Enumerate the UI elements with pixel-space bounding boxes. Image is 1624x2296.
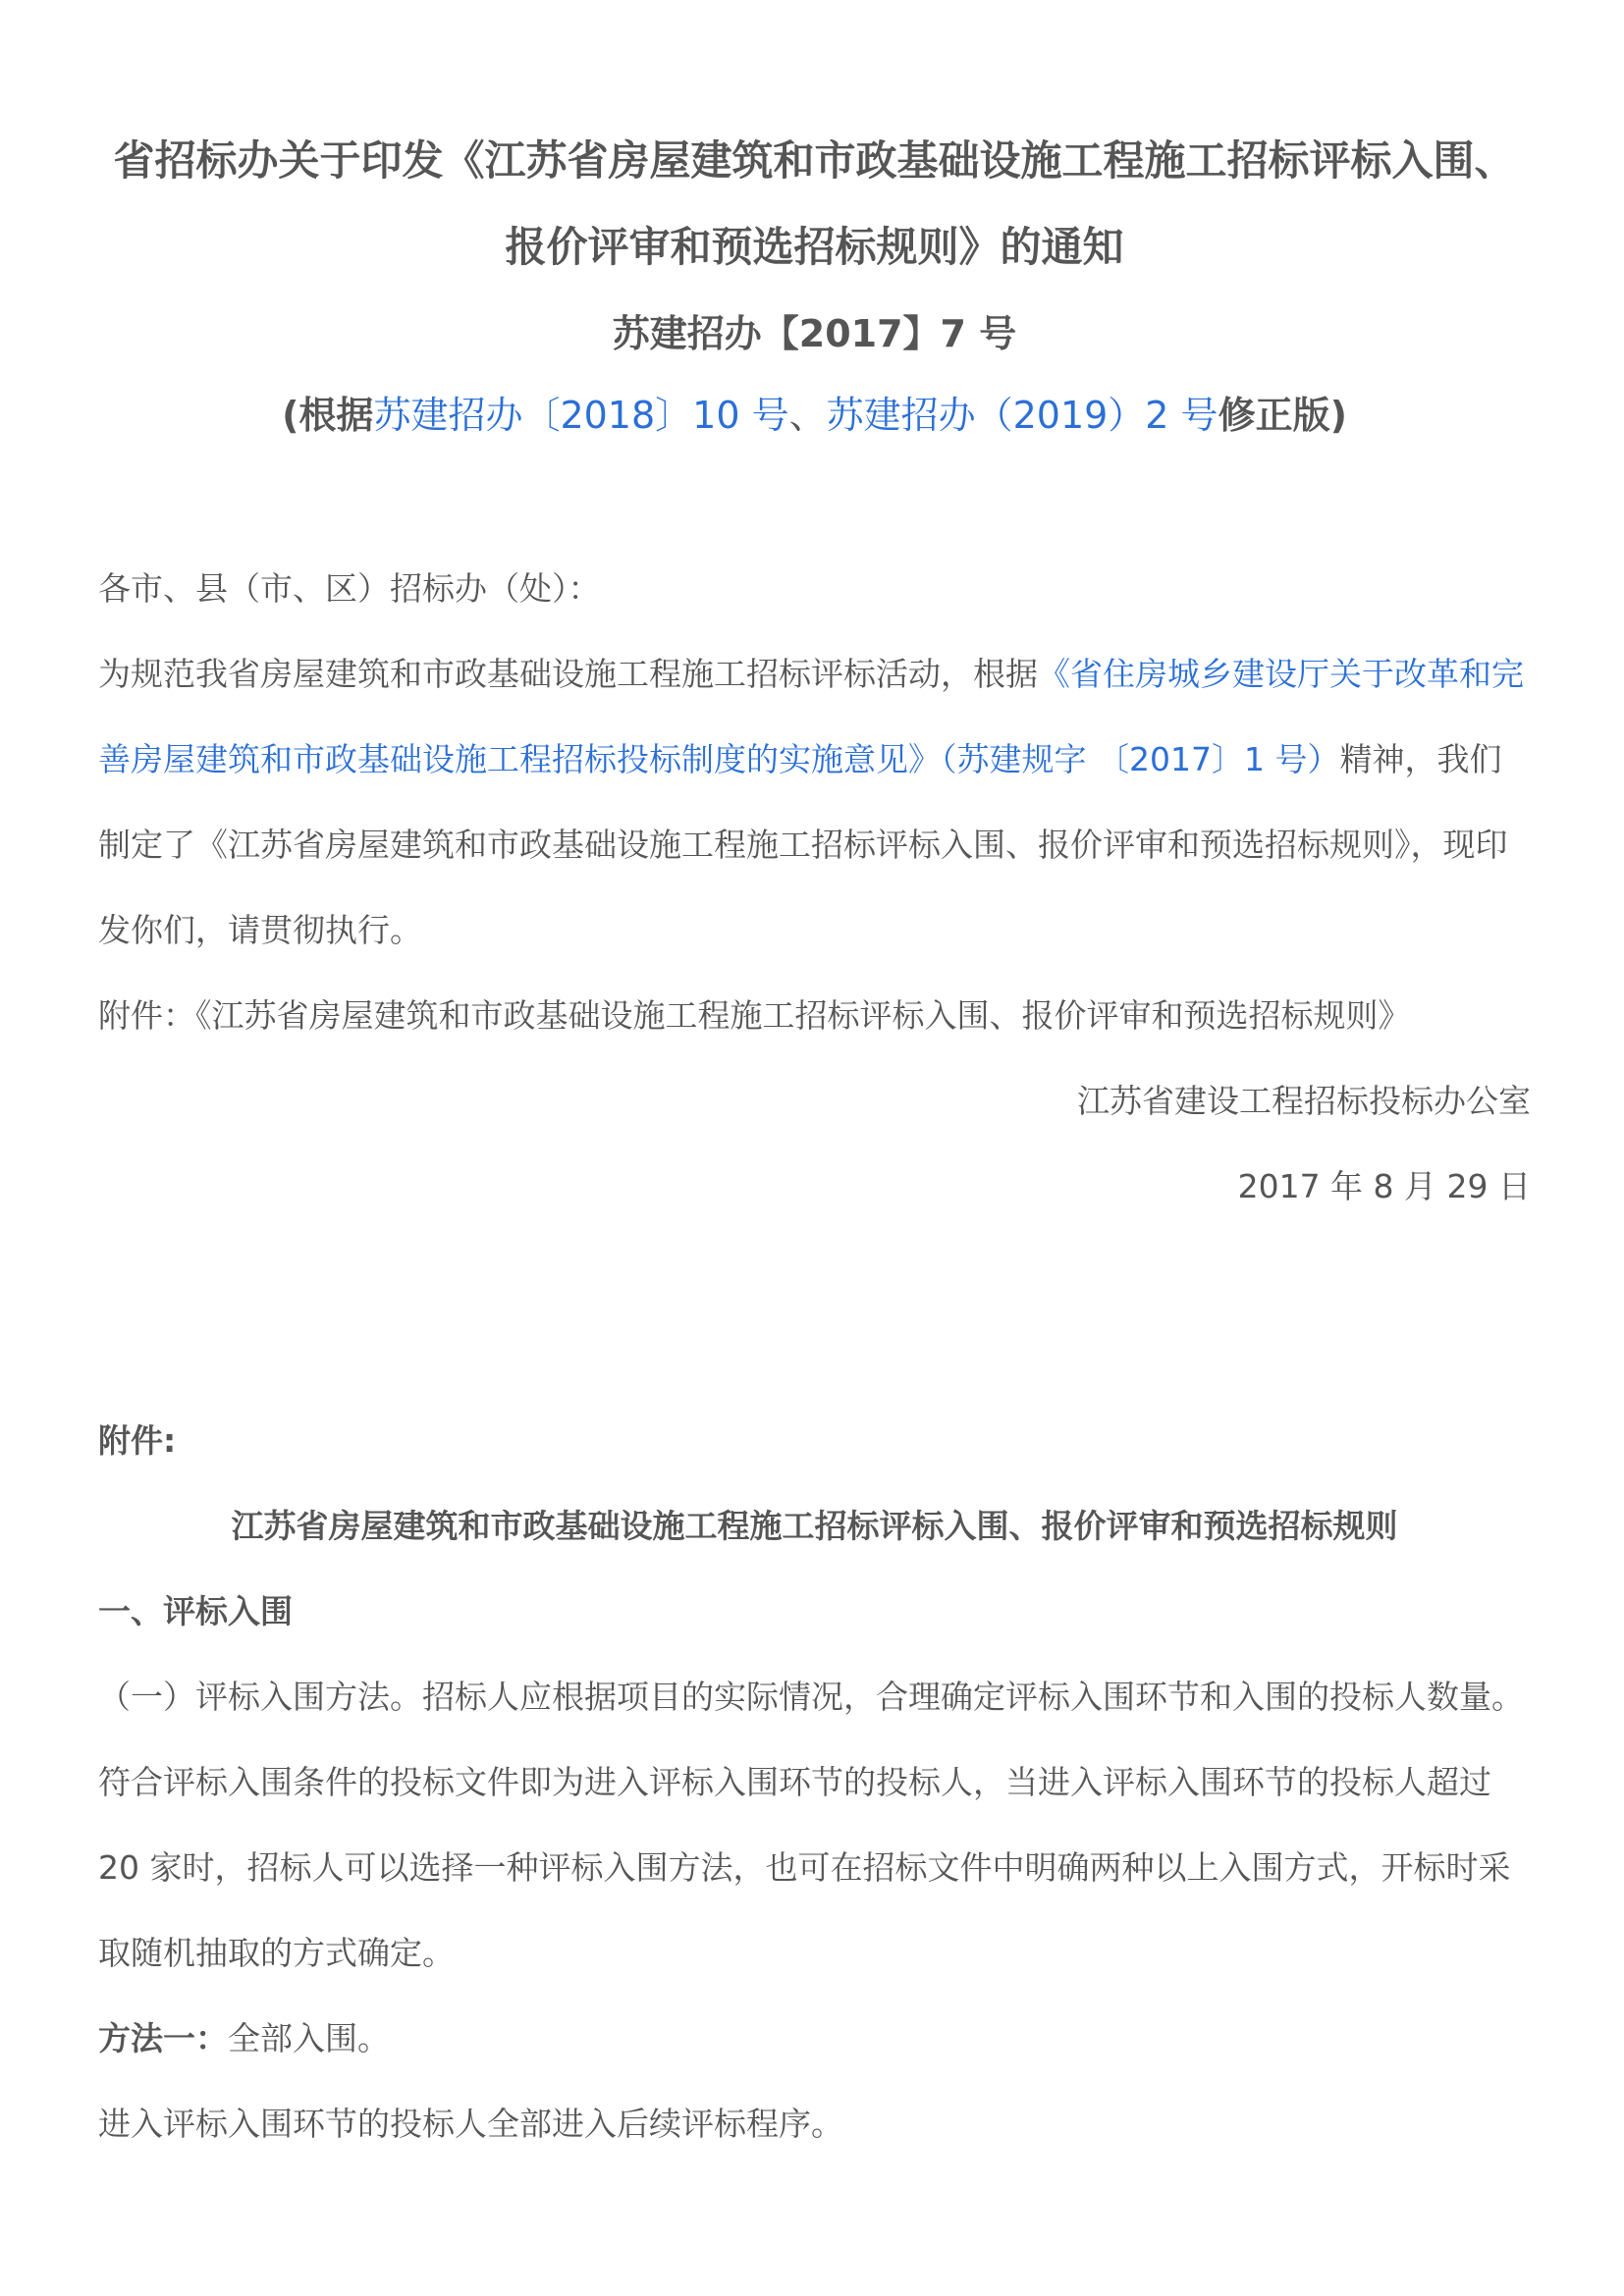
policy-link[interactable]: 《省住房城乡建设厅关于改革和完善房屋建筑和市政基础设施工程招标投标制度的实施意见》（苏建规字 〔2017〕1 号） [98,655,1524,778]
revision-link-2019[interactable]: 苏建招办（2019）2 号 [826,394,1218,437]
attachment-line: 附件：《江苏省房屋建筑和市政基础设施工程施工招标评标入围、报价评审和预选招标规则》 [98,996,1411,1035]
intro-text-after: 精神，我们制定了《江苏省房屋建筑和市政基础设施工程施工招标评标入围、报价评审和预选招标规则》，现印发你们，请贯彻执行。 [98,740,1508,949]
section-heading: 一、评标入围 [98,1592,293,1630]
method-one-description: 进入评标入围环节的投标人全部进入后续评标程序。 [98,2105,843,2143]
intro-paragraph [98,631,1531,973]
revision-separator: 、 [788,394,827,437]
method-one-label: 方法一： [98,2019,228,2057]
method-one [98,1996,1531,2081]
method-paragraph: （一）评标入围方法。招标人应根据项目的实际情况，合理确定评标入围环节和入围的投标人数量。符合评标入围条件的投标文件即为进入评标入围环节的投标人，当进入评标入围环节的投标人超过 20 家时，招标人可以选择一种评标入围方法，也可在招标文件中明确两种以上入围方式，开标时采取随机抽取的方式确定。 [98,1678,1524,1972]
attachment-title: 江苏省房屋建筑和市政基础设施工程施工招标评标入围、报价评审和预选招标规则 [231,1507,1398,1545]
issue-date: 2017 年 8 月 29 日 [1237,1167,1531,1205]
document-number: 苏建招办【2017】7 号 [612,312,1017,355]
revision-prefix: (根据 [282,394,374,437]
revision-suffix: 修正版) [1218,394,1347,437]
addressee: 各市、县（市、区）招标办（处）： [98,569,601,608]
signature: 江苏省建设工程招标投标办公室 [1077,1082,1531,1120]
attachment-label: 附件: [98,1421,177,1460]
revision-note [98,373,1531,457]
page-title: 省招标办关于印发《江苏省房屋建筑和市政基础设施工程施工招标评标入围、报价评审和预选招标规则》的通知 [113,136,1516,271]
revision-link-2018[interactable]: 苏建招办〔2018〕10 号 [373,394,789,437]
intro-text-before: 为规范我省房屋建筑和市政基础设施工程施工招标评标活动，根据 [98,655,1038,693]
method-one-text: 全部入围。 [228,2019,390,2057]
